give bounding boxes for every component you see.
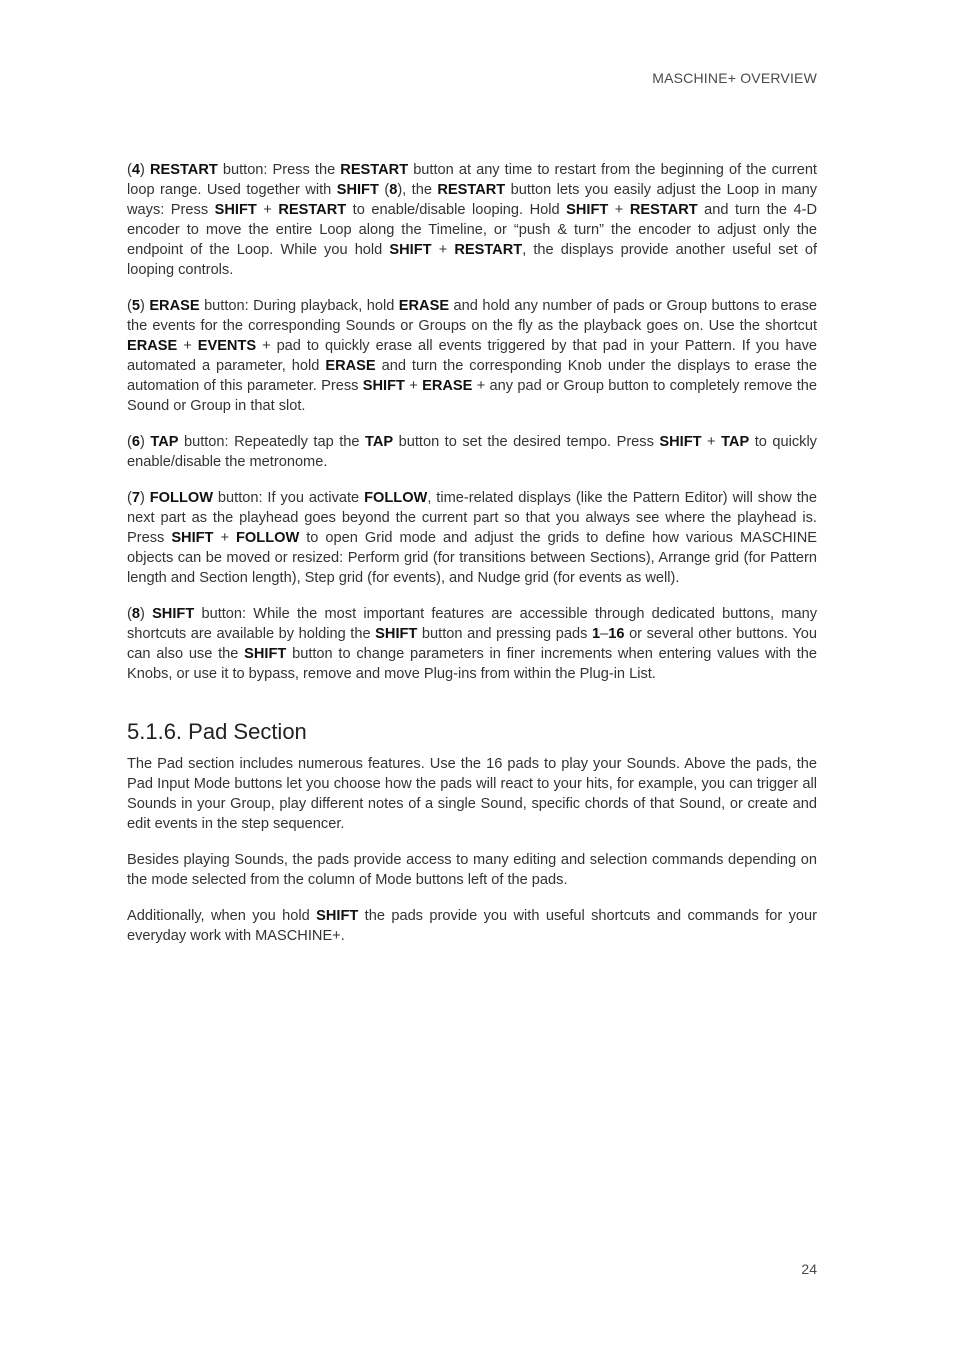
bold-term: 5 [131,298,140,314]
bold-term: SHIFT [244,646,287,662]
bold-term: 8 [131,606,140,622]
paragraph-pad-shift [127,906,817,946]
pad-section-body [127,754,817,946]
section-heading: 5.1.6. Pad Section [127,719,307,744]
text-run: button to change parameters in finer increments when entering values with the Knobs, or use it to bypass, remove and move Plug-ins from within the Plug-in List. [127,646,818,682]
bold-term: 8 [389,182,398,198]
text-run: ( [127,162,132,178]
text-run: button: Repeatedly tap the [178,434,365,450]
text-run: or several other buttons. You can also use the [127,626,817,662]
paragraph-pad-intro [127,754,817,834]
text-run: button: While the most important features are accessible through dedicated buttons, many shortcuts are available by holding the [127,606,817,642]
bold-term: SHIFT [336,182,379,198]
bold-term: SHIFT [566,202,609,218]
text-run: + [701,434,722,450]
text-run: + any pad or Group button to completely remove the Sound or Group in that slot. [127,378,817,414]
text-run: button and pressing pads [417,626,592,642]
bold-term: ERASE [149,298,200,314]
text-run: + [431,242,455,258]
text-run: , time-related displays (like the Pattern Editor) will show the next part as the playhead goes beyond the current part so that you always see where the playhead is. Press [127,490,817,546]
bold-term: TAP [150,434,179,450]
button-descriptions [127,160,817,684]
text-run: ( [127,490,132,506]
text-run: and turn the 4-D encoder to move the entire Loop along the Timeline, or “push & turn” the encoder to adjust only the endpoint of the Loop. While you hold [127,202,817,258]
text-run: button to set the desired tempo. Press [393,434,660,450]
paragraph-pad-editing [127,850,817,890]
text-run: button: If you activate [213,490,365,506]
bold-term: FOLLOW [364,490,428,506]
paragraph-erase [127,296,817,416]
bold-term: FOLLOW [236,530,300,546]
bold-term: TAP [365,434,394,450]
bold-term: SHIFT [214,202,257,218]
bold-term: 1 [592,626,601,642]
text-run: and turn the corresponding Knob under the displays to erase the automation of this parameter. Press [127,358,817,394]
text-run: to open Grid mode and adjust the grids to define how various MASCHINE objects can be moved or resized: Perform grid (for transitions between Sections), Arrange grid (for Pattern length and Section length), Step grid (for events), and Nudge grid (for events as well). [127,530,817,586]
paragraph-follow [127,488,817,588]
bold-term: EVENTS [197,338,257,354]
text-run: ) [140,434,151,450]
text-run: button: During playback, hold [199,298,399,314]
bold-term: SHIFT [659,434,702,450]
bold-term: RESTART [278,202,347,218]
text-run: ) [140,490,150,506]
text-run: + [213,530,237,546]
text-run: ) [140,162,150,178]
bold-term: SHIFT [389,242,432,258]
text-run: + [177,338,198,354]
text-run: button lets you easily adjust the Loop in many ways: Press [127,182,817,218]
text-run: to quickly enable/disable the metronome. [127,434,817,470]
text-run: + [404,378,423,394]
bold-term: SHIFT [171,530,214,546]
bold-term: ERASE [127,338,178,354]
bold-term: RESTART [437,182,506,198]
text-run: ( [378,182,390,198]
bold-term: SHIFT [316,908,359,924]
text-run: button: Press the [217,162,341,178]
text-run: – [600,626,609,642]
bold-term: ERASE [398,298,450,314]
text-run: + [608,202,630,218]
bold-term: RESTART [149,162,218,178]
bold-term: RESTART [629,202,698,218]
paragraph-tap [127,432,817,472]
text-run: and hold any number of pads or Group buttons to erase the events for the corresponding Sounds or Groups on the fly as the playback goes on. Use the shortcut [127,298,817,334]
text-run: ( [127,298,132,314]
bold-term: RESTART [340,162,409,178]
bold-term: SHIFT [152,606,195,622]
text-run: ), the [397,182,438,198]
running-header: MASCHINE+ OVERVIEW [652,70,817,86]
text-run: Besides playing Sounds, the pads provide access to many editing and selection commands depending on the mode selected from the column of Mode buttons left of the pads. [127,852,817,888]
bold-term: RESTART [454,242,523,258]
bold-term: ERASE [325,358,376,374]
bold-term: ERASE [422,378,473,394]
bold-term: FOLLOW [149,490,213,506]
bold-term: 6 [131,434,140,450]
paragraph-shift [127,604,817,684]
text-run: + pad to quickly erase all events triggered by that pad in your Pattern. If you have automated a parameter, hold [127,338,817,374]
text-run: , the displays provide another useful set of looping controls. [127,242,818,278]
text-run: ( [127,606,132,622]
text-run: to enable/disable looping. Hold [346,202,567,218]
text-run: the pads provide you with useful shortcuts and commands for your everyday work with MASCHINE+. [127,908,817,944]
bold-term: TAP [721,434,750,450]
bold-term: 7 [131,490,140,506]
paragraph-restart [127,160,817,280]
text-run: + [256,202,279,218]
text-run: ) [140,298,150,314]
page-number: 24 [801,1261,817,1277]
bold-term: SHIFT [362,378,405,394]
text-run: ) [140,606,153,622]
bold-term: SHIFT [375,626,418,642]
bold-term: 16 [608,626,625,642]
bold-term: 4 [131,162,140,178]
page-content [127,160,817,962]
text-run: The Pad section includes numerous features. Use the 16 pads to play your Sounds. Above the pads, the Pad Input Mode buttons let you choose how the pads will react to your hits, for example, you can trigger all Sounds in your Group, play different notes of a single Sound, specific chords of that Sound, or create and edit events in the step sequencer. [127,756,817,832]
text-run: ( [127,434,132,450]
text-run: Additionally, when you hold [127,908,317,924]
text-run: button at any time to restart from the beginning of the current loop range. Used together with [127,162,817,198]
